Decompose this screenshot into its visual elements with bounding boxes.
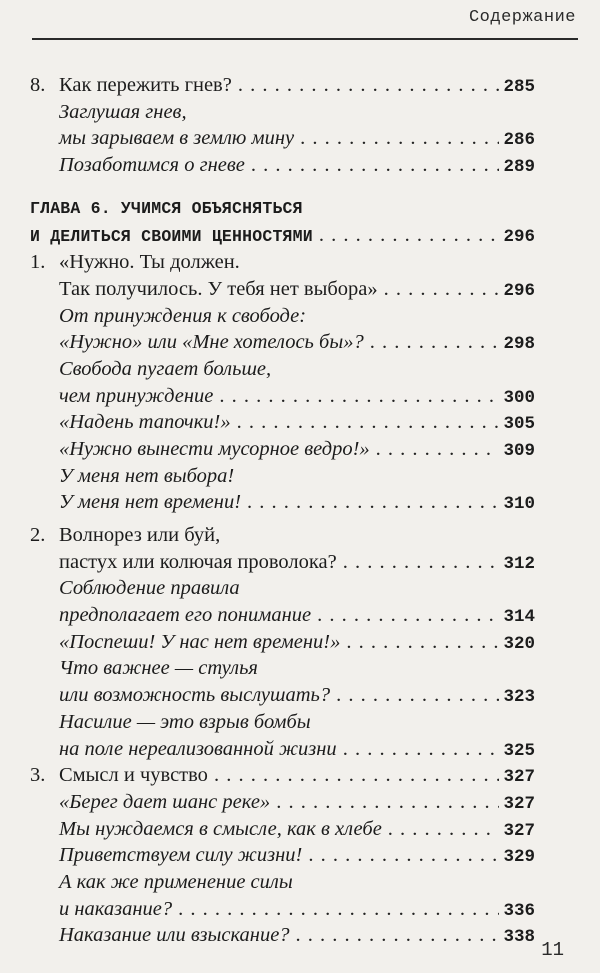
entry-title: «Берег дает шанс реке» [59, 790, 271, 813]
dot-leader [370, 329, 500, 356]
toc-subentry[interactable] [30, 383, 535, 410]
chapter-title: И ДЕЛИТЬСЯ СВОИМИ ЦЕННОСТЯМИ [30, 227, 313, 247]
entry-title: Насилие — это взрыв бомбы [59, 710, 311, 733]
page-number: 286 [503, 130, 535, 151]
entry-number: 1. [30, 251, 46, 274]
chapter-title: ГЛАВА 6. УЧИМСЯ ОБЪЯСНЯТЬСЯ [30, 198, 303, 218]
entry-title: Смысл и чувство [59, 764, 208, 787]
entry-title: «Нужно вынести мусорное ведро!» [59, 437, 370, 460]
dot-leader [343, 736, 500, 763]
entry-title: или возможность выслушать? [59, 684, 331, 707]
entry-title: предполагает его понимание [59, 604, 312, 627]
toc-entry[interactable] [30, 276, 535, 303]
dot-leader [238, 72, 500, 99]
entry-title: пастух или колючая проволока? [59, 550, 337, 573]
entry-title: У меня нет выбора! [59, 464, 235, 487]
toc-subentry[interactable] [30, 629, 535, 656]
toc-subentry[interactable] [30, 489, 535, 516]
page-number: 336 [503, 900, 535, 921]
chapter-heading[interactable] [30, 222, 535, 249]
dot-leader [384, 276, 500, 303]
entry-title: «Нужно» или «Мне хотелось бы»? [59, 331, 364, 354]
page-number: 314 [503, 607, 535, 628]
toc-subentry-line[interactable] [30, 463, 535, 490]
dot-leader [317, 602, 499, 629]
page-number: 320 [503, 633, 535, 654]
dot-leader [178, 896, 499, 923]
dot-leader [388, 816, 500, 843]
dot-leader [237, 409, 500, 436]
entry-number: 2. [30, 524, 46, 546]
toc-entry-line[interactable] [30, 249, 535, 276]
toc-subentry[interactable] [30, 125, 535, 152]
page-number: 327 [503, 793, 535, 814]
page-number: 329 [503, 847, 535, 868]
entry-title: Свобода пугает больше, [59, 357, 272, 380]
toc-subentry[interactable] [30, 409, 535, 436]
toc-subentry[interactable] [30, 789, 535, 816]
toc-subentry[interactable] [30, 922, 535, 949]
entry-title: Так получилось. У тебя нет выбора» [59, 277, 378, 300]
dot-leader [319, 222, 500, 249]
dot-leader [214, 762, 500, 789]
toc-subentry-line[interactable] [30, 99, 535, 126]
entry-title: «Нужно. Ты должен. [59, 251, 240, 274]
toc-subentry[interactable] [30, 816, 535, 843]
dot-leader [346, 629, 499, 656]
dot-leader [219, 383, 499, 410]
entry-title: «Поспеши! У нас нет времени!» [59, 630, 341, 653]
dot-leader [276, 789, 499, 816]
page-number: 310 [503, 494, 535, 515]
toc-entry[interactable] [30, 762, 535, 789]
toc-subentry[interactable] [30, 602, 535, 629]
toc-subentry[interactable] [30, 896, 535, 923]
toc-subentry[interactable] [30, 329, 535, 356]
dot-leader [308, 842, 499, 869]
header-rule [32, 38, 578, 40]
entry-title: чем принуждение [59, 384, 214, 407]
entry-title: Как пережить гнев? [59, 74, 232, 96]
entry-title: Наказание или взыскание? [59, 924, 290, 947]
toc-subentry-line[interactable] [30, 709, 535, 736]
page-number: 338 [503, 927, 535, 948]
toc-subentry-line[interactable] [30, 356, 535, 383]
entry-title: «Надень тапочки!» [59, 411, 231, 434]
table-of-contents [30, 72, 535, 949]
page-number: 300 [503, 387, 535, 408]
dot-leader [251, 152, 500, 179]
entry-title: Приветствуем силу жизни! [59, 844, 303, 867]
toc-subentry[interactable] [30, 436, 535, 463]
toc-subentry[interactable] [30, 736, 535, 763]
page-number: 327 [503, 820, 535, 841]
toc-subentry[interactable] [30, 842, 535, 869]
entry-title: У меня нет времени! [59, 491, 242, 514]
page-number: 305 [503, 414, 535, 435]
page-number: 327 [503, 767, 535, 788]
toc-subentry-line[interactable] [30, 303, 535, 330]
page-number: 296 [503, 280, 535, 301]
running-head: Содержание [468, 8, 576, 27]
page-number: 323 [503, 687, 535, 708]
dot-leader [336, 682, 499, 709]
toc-subentry-line[interactable] [30, 575, 535, 602]
chapter-heading-line[interactable] [30, 196, 535, 223]
entry-number: 8. [30, 74, 46, 96]
page-number: 289 [503, 157, 535, 178]
toc-subentry-line[interactable] [30, 869, 535, 896]
dot-leader [343, 549, 500, 576]
dot-leader [300, 125, 499, 152]
page-number: 285 [503, 77, 535, 97]
toc-subentry-line[interactable] [30, 655, 535, 682]
entry-number: 3. [30, 764, 46, 787]
page-folio: 11 [541, 939, 564, 961]
entry-title: Соблюдение правила [59, 577, 240, 600]
page-number: 296 [503, 227, 535, 248]
entry-title: Волнорез или буй, [59, 524, 221, 546]
entry-title: А как же применение силы [59, 870, 293, 893]
toc-subentry[interactable] [30, 152, 535, 179]
page-number: 325 [503, 740, 535, 761]
toc-entry-line[interactable] [30, 522, 535, 549]
page-number: 309 [503, 440, 535, 461]
entry-title: и наказание? [59, 897, 173, 920]
page-number: 312 [503, 553, 535, 574]
page-number: 298 [503, 334, 535, 355]
toc-subentry[interactable] [30, 682, 535, 709]
entry-title: Позаботимся о гневе [59, 154, 245, 177]
toc-entry[interactable] [30, 549, 535, 576]
dot-leader [296, 922, 500, 949]
dot-leader [376, 436, 500, 463]
dot-leader [247, 489, 499, 516]
toc-entry[interactable] [30, 72, 535, 99]
entry-title: Что важнее — стулья [59, 657, 258, 680]
entry-title: Мы нуждаемся в смысле, как в хлебе [59, 817, 382, 840]
entry-title: на поле нереализованной жизни [59, 737, 337, 760]
entry-title: мы зарываем в землю мину [59, 127, 295, 150]
entry-title: От принуждения к свободе: [59, 304, 307, 327]
entry-title: Заглушая гнев, [59, 100, 187, 123]
